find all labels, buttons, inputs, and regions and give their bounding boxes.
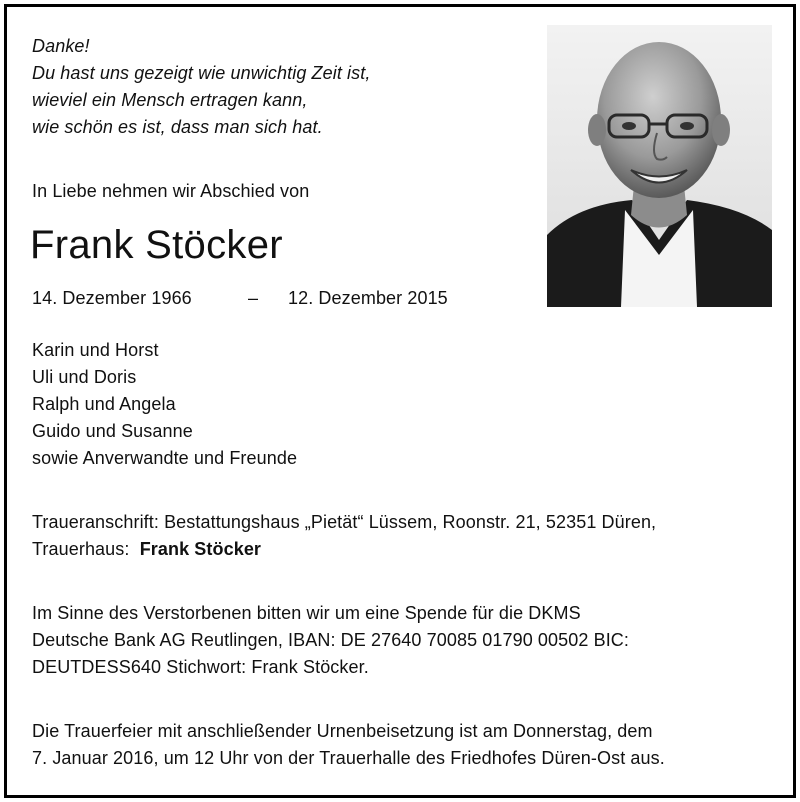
birth-date: 14. Dezember 1966 <box>32 288 192 308</box>
quote-line: wie schön es ist, dass man sich hat. <box>32 117 323 137</box>
mourner-line: sowie Anverwandte und Freunde <box>32 448 298 468</box>
ceremony-line: Die Trauerfeier mit anschließender Urnenbeisetzung ist am Donnerstag, dem <box>32 721 653 741</box>
quote-line: wieviel ein Mensch ertragen kann, <box>32 90 308 110</box>
portrait-photo <box>547 25 772 307</box>
mourner-line: Uli und Doris <box>32 367 137 387</box>
mourner-line: Ralph und Angela <box>32 394 176 414</box>
quote-line: Du hast uns gezeigt wie unwichtig Zeit ist, <box>32 63 371 83</box>
ceremony-line: 7. Januar 2016, um 12 Uhr von der Trauerhalle des Friedhofes Düren-Ost aus. <box>32 748 665 768</box>
deceased-name: Frank Stöcker <box>30 223 283 267</box>
house-label: Trauerhaus: <box>32 539 130 559</box>
death-date: 12. Dezember 2015 <box>288 288 448 308</box>
quote-line: Danke! <box>32 36 90 56</box>
donation-line: Deutsche Bank AG Reutlingen, IBAN: DE 27640 70085 01790 00502 BIC: <box>32 630 629 650</box>
donation-line: Im Sinne des Verstorbenen bitten wir um eine Spende für die DKMS <box>32 603 581 623</box>
address-line: Traueranschrift: Bestattungshaus „Pietät“ Lüssem, Roonstr. 21, 52351 Düren, <box>32 512 657 532</box>
donation-line: DEUTDESS640 Stichwort: Frank Stöcker. <box>32 657 369 677</box>
house-line <box>32 536 261 563</box>
intro-text: In Liebe nehmen wir Abschied von <box>32 181 310 201</box>
house-name: Frank Stöcker <box>139 539 262 559</box>
date-dash: – <box>248 288 259 308</box>
mourner-line: Guido und Susanne <box>32 421 193 441</box>
mourner-line: Karin und Horst <box>32 340 159 360</box>
